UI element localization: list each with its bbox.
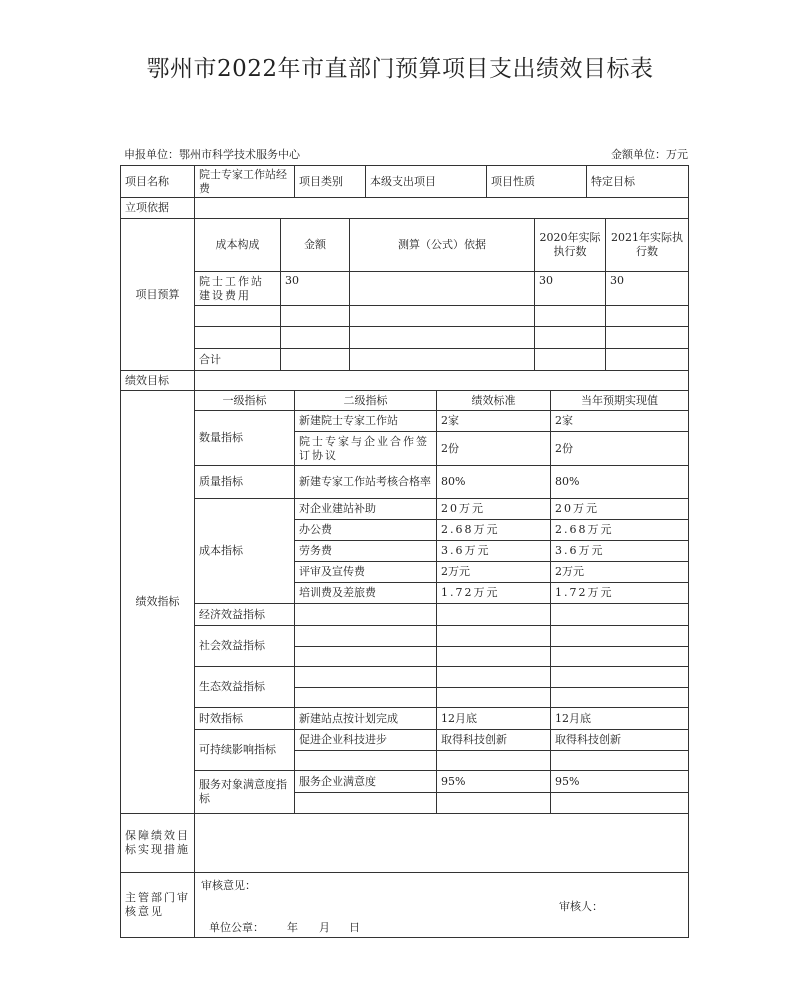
group-economic: 经济效益指标 bbox=[194, 603, 295, 626]
budget-row-2-amount bbox=[280, 305, 350, 327]
budget-row-2-cost bbox=[194, 305, 281, 327]
satisfaction-standard-2 bbox=[436, 792, 551, 814]
satisfaction-name-2 bbox=[294, 792, 437, 814]
indicators-label: 绩效指标 bbox=[120, 390, 195, 814]
budget-row-2-2021 bbox=[605, 305, 689, 327]
social-standard-2 bbox=[436, 646, 551, 667]
indicator-row-1-expected: 2家 bbox=[550, 410, 689, 432]
goal-label: 绩效目标 bbox=[120, 370, 195, 391]
indicator-row-6-expected: 3.6万元 bbox=[550, 540, 689, 562]
indicator-row-10-name: 促进企业科技进步 bbox=[294, 729, 437, 751]
indicator-row-2-expected: 2份 bbox=[550, 431, 689, 466]
ecological-expected-2 bbox=[550, 687, 689, 708]
indicator-row-8-expected: 1.72万元 bbox=[550, 582, 689, 604]
budget-total-2021 bbox=[605, 348, 689, 371]
sustainable-standard-2 bbox=[436, 750, 551, 771]
social-name-2 bbox=[294, 646, 437, 667]
budget-row-2-basis bbox=[349, 305, 535, 327]
budget-row-3-amount bbox=[280, 326, 350, 349]
seal-month: 月 bbox=[319, 921, 330, 934]
indicator-row-1-standard: 2家 bbox=[436, 410, 551, 432]
group-timeliness: 时效指标 bbox=[194, 707, 295, 730]
indicator-header-level2: 二级指标 bbox=[294, 390, 437, 411]
indicator-row-10-expected: 取得科技创新 bbox=[550, 729, 689, 751]
indicator-row-1-name: 新建院士专家工作站 bbox=[294, 410, 437, 432]
satisfaction-expected-2 bbox=[550, 792, 689, 814]
reviewer-label: 审核人： bbox=[559, 900, 603, 913]
budget-row-1-2021: 30 bbox=[605, 271, 689, 306]
indicator-row-7-expected: 2万元 bbox=[550, 561, 689, 583]
applicant-unit: 申报单位：鄂州市科学技术服务中心 bbox=[124, 148, 300, 161]
indicator-row-3-name: 新建专家工作站考核合格率 bbox=[294, 465, 437, 499]
project-nature-label: 项目性质 bbox=[486, 165, 587, 198]
indicator-row-7-standard: 2万元 bbox=[436, 561, 551, 583]
sustainable-expected-2 bbox=[550, 750, 689, 771]
review-box bbox=[194, 872, 689, 938]
goal-value bbox=[194, 370, 689, 391]
budget-header-cost: 成本构成 bbox=[194, 218, 281, 272]
budget-row-3-2021 bbox=[605, 326, 689, 349]
ecological-name-1 bbox=[294, 666, 437, 688]
social-expected-1 bbox=[550, 625, 689, 647]
economic-standard bbox=[436, 603, 551, 626]
indicator-row-6-standard: 3.6万元 bbox=[436, 540, 551, 562]
budget-total-basis bbox=[349, 348, 535, 371]
indicator-row-10-standard: 取得科技创新 bbox=[436, 729, 551, 751]
group-ecological: 生态效益指标 bbox=[194, 666, 295, 708]
budget-total-label: 合计 bbox=[194, 348, 281, 371]
group-sustainable: 可持续影响指标 bbox=[194, 729, 295, 771]
indicator-row-9-standard: 12月底 bbox=[436, 707, 551, 730]
page-title: 鄂州市2022年市直部门预算项目支出绩效目标表 bbox=[146, 56, 654, 82]
indicator-header-level1: 一级指标 bbox=[194, 390, 295, 411]
social-name-1 bbox=[294, 625, 437, 647]
budget-label: 项目预算 bbox=[120, 218, 195, 371]
guarantee-label: 保障绩效目标实现措施 bbox=[120, 813, 195, 873]
seal-year: 年 bbox=[287, 921, 298, 934]
budget-row-3-cost bbox=[194, 326, 281, 349]
budget-row-2-2020 bbox=[534, 305, 606, 327]
indicator-header-expected: 当年预期实现值 bbox=[550, 390, 689, 411]
budget-total-amount bbox=[280, 348, 350, 371]
indicator-row-11-standard: 95% bbox=[436, 770, 551, 793]
budget-total-2020 bbox=[534, 348, 606, 371]
basis-label: 立项依据 bbox=[120, 197, 195, 219]
amount-unit: 金额单位：万元 bbox=[611, 148, 688, 161]
review-label: 主管部门审核意见 bbox=[120, 872, 195, 938]
budget-row-1-amount: 30 bbox=[280, 271, 350, 306]
budget-row-1-basis bbox=[349, 271, 535, 306]
seal-day: 日 bbox=[349, 921, 360, 934]
indicator-row-4-name: 对企业建站补助 bbox=[294, 498, 437, 520]
budget-row-3-basis bbox=[349, 326, 535, 349]
budget-row-3-2020 bbox=[534, 326, 606, 349]
social-expected-2 bbox=[550, 646, 689, 667]
indicator-row-5-name: 办公费 bbox=[294, 519, 437, 541]
indicator-row-3-expected: 80% bbox=[550, 465, 689, 499]
review-opinion-label: 审核意见： bbox=[201, 879, 256, 892]
group-social: 社会效益指标 bbox=[194, 625, 295, 667]
indicator-row-9-name: 新建站点按计划完成 bbox=[294, 707, 437, 730]
indicator-row-4-expected: 20万元 bbox=[550, 498, 689, 520]
indicator-row-11-expected: 95% bbox=[550, 770, 689, 793]
indicator-row-11-name: 服务企业满意度 bbox=[294, 770, 437, 793]
budget-header-2020: 2020年实际执行数 bbox=[534, 218, 606, 272]
indicator-row-4-standard: 20万元 bbox=[436, 498, 551, 520]
group-cost: 成本指标 bbox=[194, 498, 295, 604]
indicator-row-8-standard: 1.72万元 bbox=[436, 582, 551, 604]
indicator-row-6-name: 劳务费 bbox=[294, 540, 437, 562]
budget-header-basis: 测算（公式）依据 bbox=[349, 218, 535, 272]
project-nature-value: 特定目标 bbox=[586, 165, 689, 198]
ecological-name-2 bbox=[294, 687, 437, 708]
ecological-standard-1 bbox=[436, 666, 551, 688]
economic-expected bbox=[550, 603, 689, 626]
sustainable-name-2 bbox=[294, 750, 437, 771]
seal-label: 单位公章： bbox=[209, 921, 264, 934]
basis-value bbox=[194, 197, 689, 219]
indicator-row-2-name: 院士专家与企业合作签订协议 bbox=[294, 431, 437, 466]
indicator-row-2-standard: 2份 bbox=[436, 431, 551, 466]
project-name-value: 院士专家工作站经费 bbox=[194, 165, 295, 198]
indicator-row-8-name: 培训费及差旅费 bbox=[294, 582, 437, 604]
indicator-row-9-expected: 12月底 bbox=[550, 707, 689, 730]
project-category-value: 本级支出项目 bbox=[365, 165, 487, 198]
economic-name bbox=[294, 603, 437, 626]
budget-header-2021: 2021年实际执行数 bbox=[605, 218, 689, 272]
group-quality: 质量指标 bbox=[194, 465, 295, 499]
budget-row-1-cost: 院士工作站建设费用 bbox=[194, 271, 281, 306]
indicator-row-7-name: 评审及宣传费 bbox=[294, 561, 437, 583]
ecological-standard-2 bbox=[436, 687, 551, 708]
budget-row-1-2020: 30 bbox=[534, 271, 606, 306]
guarantee-value bbox=[194, 813, 689, 873]
project-name-label: 项目名称 bbox=[120, 165, 195, 198]
budget-header-amount: 金额 bbox=[280, 218, 350, 272]
group-quantity: 数量指标 bbox=[194, 410, 295, 466]
indicator-row-5-standard: 2.68万元 bbox=[436, 519, 551, 541]
indicator-row-3-standard: 80% bbox=[436, 465, 551, 499]
indicator-header-standard: 绩效标准 bbox=[436, 390, 551, 411]
social-standard-1 bbox=[436, 625, 551, 647]
indicator-row-5-expected: 2.68万元 bbox=[550, 519, 689, 541]
group-satisfaction: 服务对象满意度指标 bbox=[194, 770, 295, 814]
ecological-expected-1 bbox=[550, 666, 689, 688]
project-category-label: 项目类别 bbox=[294, 165, 366, 198]
